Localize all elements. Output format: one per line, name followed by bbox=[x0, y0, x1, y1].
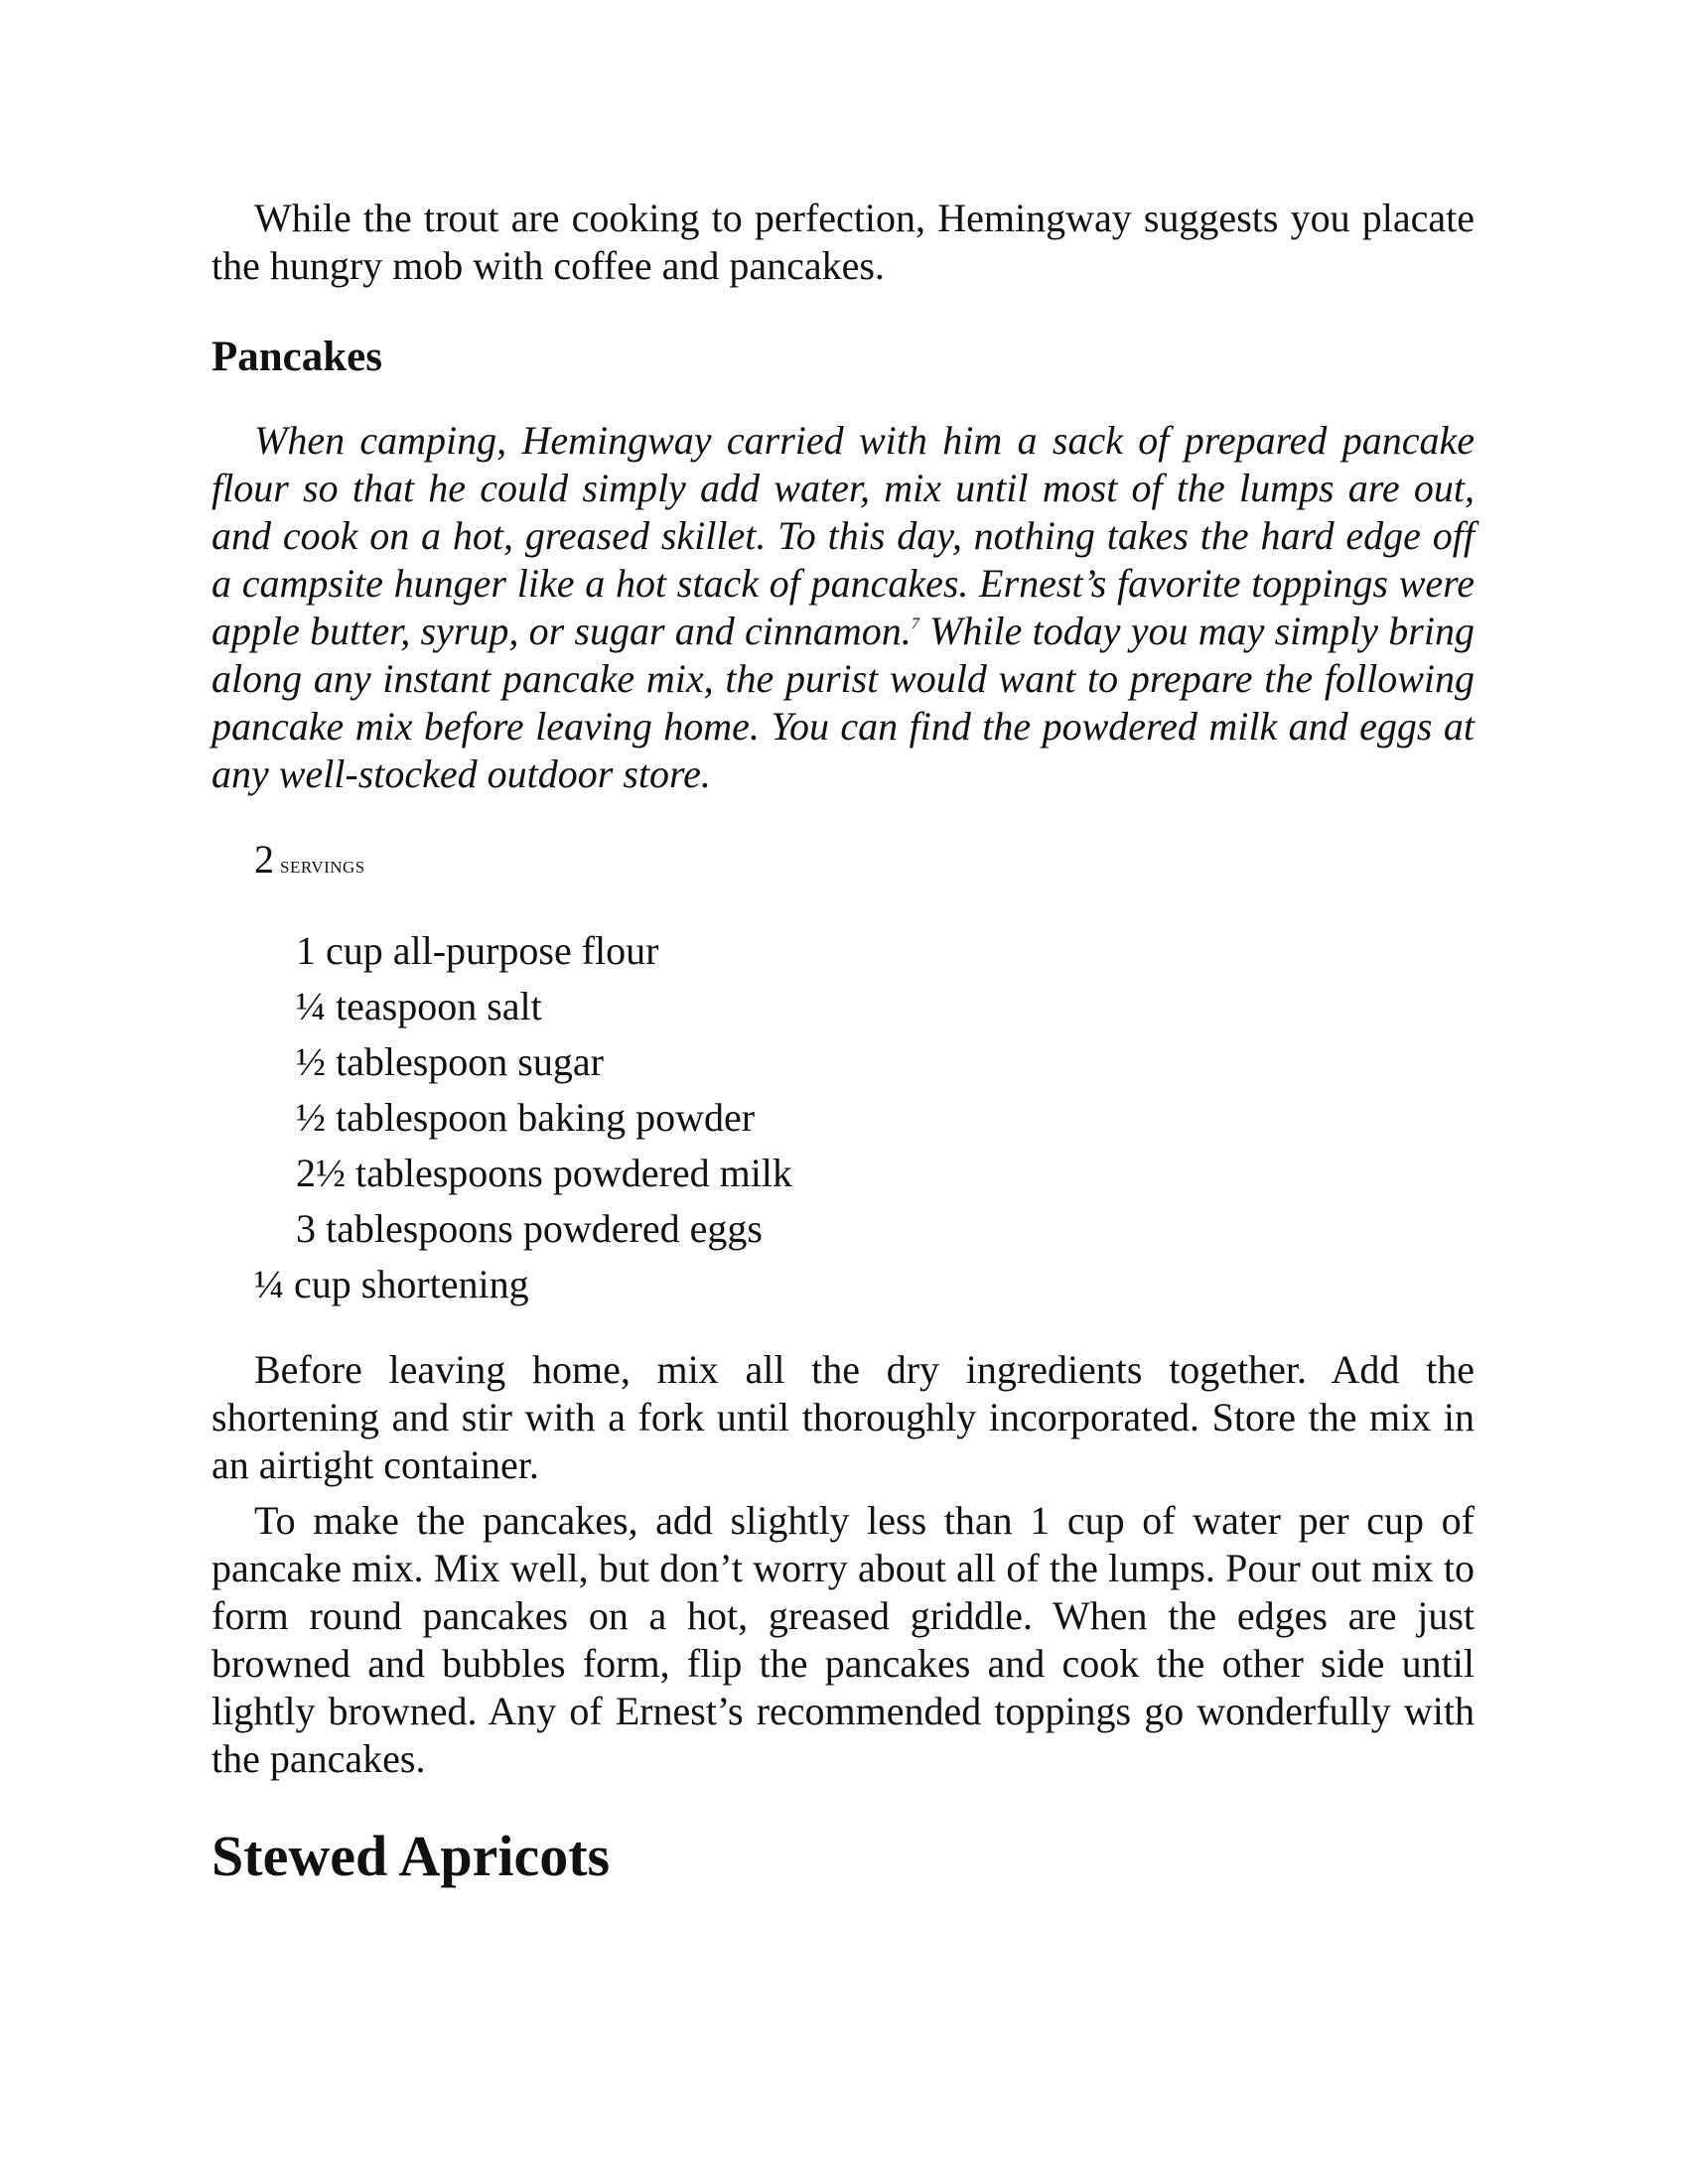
footnote-reference[interactable]: 7 bbox=[911, 615, 919, 632]
ingredient-item: ½ tablespoon sugar bbox=[296, 1039, 604, 1084]
method-paragraph: Before leaving home, mix all the dry ingredients together. Add the shortening and stir with a fork until thoroughly incorporated. Store the mix in an airtight container. bbox=[211, 1347, 1475, 1487]
servings-count: 2 bbox=[254, 837, 274, 882]
ingredient-item: 3 tablespoons powdered eggs bbox=[296, 1206, 763, 1251]
headnote-part2: While today you may simply bring along any instant pancake mix, the purist would want to prepare the following pancake mix before leaving home. You can find the powdered milk and eggs at any well-stocked outdoor store. bbox=[211, 609, 1475, 796]
servings-label: SERVINGS bbox=[280, 858, 365, 877]
section-heading-stewed-apricots: Stewed Apricots bbox=[211, 1824, 611, 1888]
ingredient-item: ¼ cup shortening bbox=[254, 1262, 529, 1306]
recipe-headnote bbox=[211, 417, 1475, 798]
ingredient-item: 1 cup all-purpose flour bbox=[296, 928, 659, 973]
headnote-part1: When camping, Hemingway carried with him a sack of prepared pancake flour so that he could simply add water, mix until most of the lumps are out, and cook on a hot, greased skillet. To this day, nothing takes the hard edge off a campsite hunger like a hot stack of pancakes. Ernest’s favorite toppings were apple butter, syrup, or sugar and cinnamon. bbox=[211, 418, 1475, 653]
method-paragraph: To make the pancakes, add slightly less than 1 cup of water per cup of pancake mix. Mix well, but don’t worry about all of the lumps. Pour out mix to form round pancakes on a hot, greased griddle. When the edges are just browned and bubbles form, flip the pancakes and cook the other side until lightly browned. Any of Ernest’s recommended toppings go wonderfully with the pancakes. bbox=[211, 1498, 1475, 1781]
ingredient-item: ½ tablespoon baking powder bbox=[296, 1095, 756, 1140]
section-heading-pancakes: Pancakes bbox=[211, 334, 382, 380]
servings-line bbox=[254, 836, 1475, 891]
book-page bbox=[211, 195, 1475, 1888]
ingredient-list bbox=[211, 923, 1475, 1312]
ingredient-item: 2½ tablespoons powdered milk bbox=[296, 1151, 792, 1195]
intro-paragraph: While the trout are cooking to perfection, Hemingway suggests you placate the hungry mob with coffee and pancakes. bbox=[211, 196, 1475, 288]
ingredient-item: ¼ teaspoon salt bbox=[296, 984, 542, 1028]
